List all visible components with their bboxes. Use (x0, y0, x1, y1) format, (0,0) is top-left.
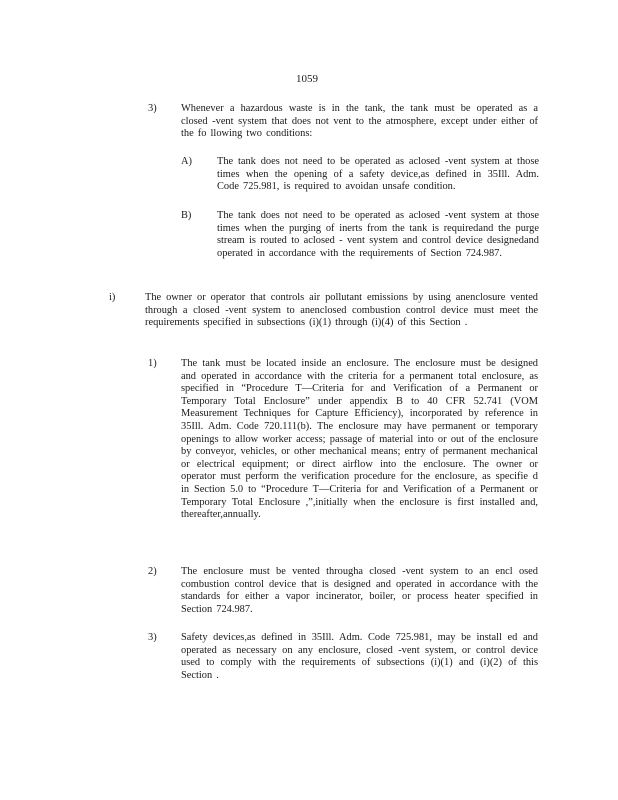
item-label: 2) (148, 566, 157, 577)
item-label: 3) (148, 632, 157, 643)
item-text: The tank must be located inside an enclosure. The enclosure must be designed and operated in accordance with the criteria for a permanent total enclosure, as specified in “Procedure T—Criteria for and Verification of a Permanent or Temporary Total Enclosure” under appendix B to 40 CFR 52.741 (VOM Measurement Techniques for Capture Efficiency), incorporated by reference in 35Ill. Adm. Code 720.111(b). The enclosure may have permanent or temporary openings to allow worker access; passage of material into or out of the enclosure by conveyor, vehicles, or other mechanical means; entry of permanent mechanical or electrical equipment; or direct airflow into the enclosure. The owner or operator must perform the verification procedure for the enclosure, as specifie d in Section 5.0 to “Procedure T—Criteria for and Verification of a Permanent or Temporary Total Enclosure ,”,initially when the enclosure is first installed and, thereafter,annually. (181, 358, 538, 521)
item-label: 3) (148, 103, 157, 114)
item-text: The owner or operator that controls air pollutant emissions by using anenclosure vented through a closed -vent system to anenclosed combustion control device must meet the requirements specified in subsections (i)(1) through (i)(4) of this Section . (145, 292, 538, 329)
item-text: Safety devices,as defined in 35Ill. Adm. Code 725.981, may be install ed and operated as necessary on any enclosure, closed -vent system, or control device used to comply with the requirements of subsections (i)(1) and (i)(2) of this Section . (181, 632, 538, 681)
item-label: A) (181, 156, 192, 167)
page-number: 1059 (296, 73, 318, 85)
item-text: The tank does not need to be operated as aclosed -vent system at those times when the opening of a safety device,as defined in 35Ill. Adm. Code 725.981, is required to avoidan unsafe condition. (217, 156, 539, 193)
item-label: B) (181, 210, 192, 221)
item-label: i) (109, 292, 116, 303)
item-label: 1) (148, 358, 157, 369)
item-text: The tank does not need to be operated as aclosed -vent system at those times when the purging of inerts from the tank is requiredand the purge stream is routed to aclosed - vent system and control device designedand operated in accordance with the requirements of Section 724.987. (217, 210, 539, 259)
item-text: Whenever a hazardous waste is in the tank, the tank must be operated as a closed -vent system that does not vent to the atmosphere, except under either of the fo llowing two conditions: (181, 103, 538, 140)
item-text: The enclosure must be vented througha closed -vent system to an encl osed combustion control device that is designed and operated in accordance with the standards for either a vapor incinerator, boiler, or process heater specified in Section 724.987. (181, 566, 538, 615)
